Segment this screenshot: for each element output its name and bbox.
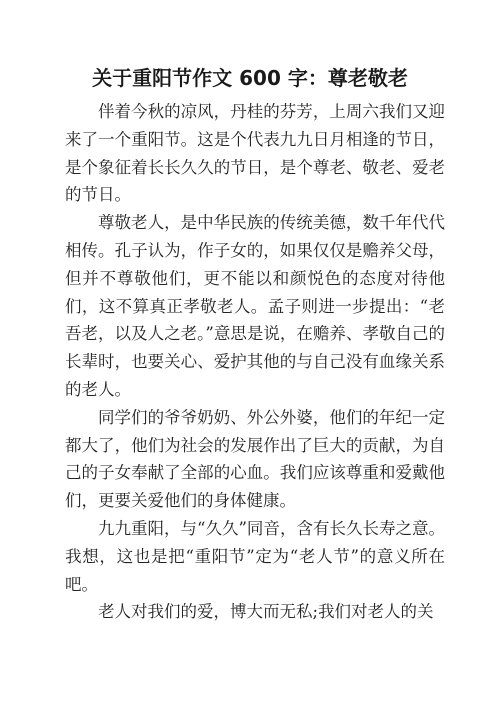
paragraph: 九九重阳，与“久久”同音，含有长久长寿之意。我想，这也是把“重阳节”定为“老人节”的意义所在吧。: [65, 518, 445, 594]
paragraph: 伴着今秋的凉风，丹桂的芬芳，上周六我们又迎来了一个重阳节。这是个代表九九日月相逢的节日，是个象征着长长久久的节日，是个尊老、敬老、爱老的节日。: [65, 102, 445, 205]
paragraph: 老人对我们的爱，博大而无私;我们对老人的关: [98, 602, 434, 622]
paragraph: 尊敬老人，是中华民族的传统美德，数千年代代相传。孔子认为，作子女的，如果仅仅是赡养父母，但并不尊敬他们，更不能以和颜悦色的态度对待他们，这不算真正孝敬老人。孟子则进一步提出：“老吾老，以及人之老。”意思是说，在赡养、孝敬自己的长辈时，也要关心、爱护其他的与自己没有血缘关系的老人。: [65, 213, 445, 399]
paragraph: 同学们的爷爷奶奶、外公外婆，他们的年纪一定都大了，他们为社会的发展作出了巨大的贡献，为自己的子女奉献了全部的心血。我们应该尊重和爱戴他们，更要关爱他们的身体健康。: [65, 407, 445, 511]
document-body: [65, 98, 445, 626]
document-title: 关于重阳节作文 600 字：尊老敬老: [92, 66, 408, 90]
